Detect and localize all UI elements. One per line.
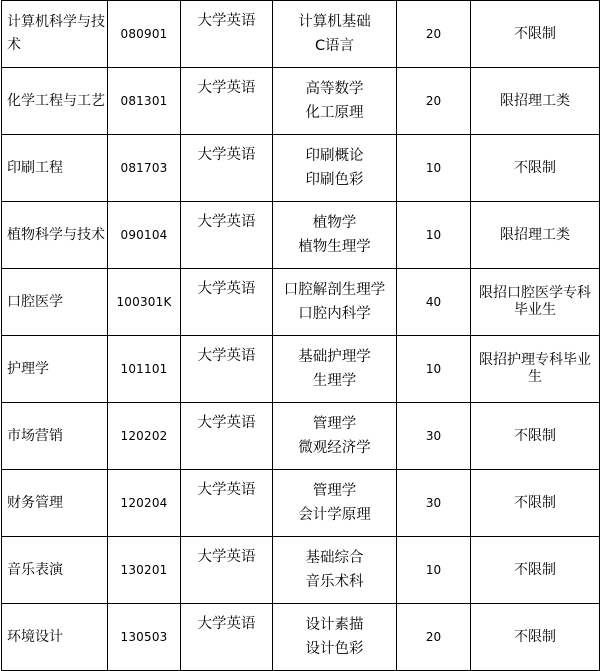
- exam-subjects-cell: [273, 470, 397, 537]
- restriction-note-cell: 限招护理专科毕业生: [471, 336, 600, 403]
- restriction-note-cell: 不限制: [471, 604, 600, 671]
- major-code-cell: 080901: [108, 1, 181, 68]
- major-name-cell: 护理学: [2, 336, 108, 403]
- exam-subject: 口腔内科学: [298, 306, 371, 322]
- foreign-language-cell: 大学英语: [181, 135, 273, 202]
- exam-subjects-cell: [273, 403, 397, 470]
- table-row: [2, 403, 600, 470]
- foreign-language-cell: 大学英语: [181, 269, 273, 336]
- table-row: [2, 1, 600, 68]
- major-name-cell: 口腔医学: [2, 269, 108, 336]
- exam-subject: 会计学原理: [298, 507, 371, 523]
- exam-subjects-cell: [273, 537, 397, 604]
- restriction-note-cell: 不限制: [471, 403, 600, 470]
- exam-subject: 口腔解剖生理学: [283, 282, 386, 298]
- exam-subject: 微观经济学: [298, 440, 371, 456]
- major-code-cell: 081703: [108, 135, 181, 202]
- restriction-note-cell: 不限制: [471, 470, 600, 537]
- exam-subjects-cell: [273, 1, 397, 68]
- restriction-note-cell: 不限制: [471, 537, 600, 604]
- quota-cell: 20: [397, 604, 471, 671]
- majors-table: [1, 0, 600, 671]
- restriction-note-cell: 限招理工类: [471, 68, 600, 135]
- quota-cell: 30: [397, 403, 471, 470]
- exam-subject: 设计素描: [305, 617, 364, 633]
- restriction-note-cell: 限招口腔医学专科毕业生: [471, 269, 600, 336]
- major-code-cell: 120204: [108, 470, 181, 537]
- foreign-language-cell: 大学英语: [181, 604, 273, 671]
- major-code-cell: 090104: [108, 202, 181, 269]
- exam-subject: 印刷概论: [305, 148, 364, 164]
- quota-cell: 10: [397, 537, 471, 604]
- exam-subject: 化工原理: [305, 105, 364, 121]
- quota-cell: 10: [397, 135, 471, 202]
- exam-subject: 基础综合: [305, 550, 364, 566]
- exam-subject: 设计色彩: [305, 641, 364, 657]
- major-code-cell: 100301K: [108, 269, 181, 336]
- exam-subjects-cell: [273, 202, 397, 269]
- table-row: [2, 269, 600, 336]
- exam-subject: 印刷色彩: [305, 172, 364, 188]
- table-row: [2, 537, 600, 604]
- quota-cell: 20: [397, 1, 471, 68]
- exam-subjects-cell: [273, 269, 397, 336]
- foreign-language-cell: 大学英语: [181, 202, 273, 269]
- table-row: [2, 202, 600, 269]
- exam-subjects-cell: [273, 68, 397, 135]
- foreign-language-cell: 大学英语: [181, 537, 273, 604]
- foreign-language-cell: 大学英语: [181, 68, 273, 135]
- major-name-cell: 音乐表演: [2, 537, 108, 604]
- foreign-language-cell: 大学英语: [181, 470, 273, 537]
- quota-cell: 20: [397, 68, 471, 135]
- table-row: [2, 68, 600, 135]
- major-name-cell: 市场营销: [2, 403, 108, 470]
- major-name-cell: 植物科学与技术: [2, 202, 108, 269]
- exam-subject: 音乐术科: [305, 574, 364, 590]
- exam-subject: 植物学: [312, 215, 357, 231]
- exam-subjects-cell: [273, 135, 397, 202]
- quota-cell: 40: [397, 269, 471, 336]
- exam-subject: 植物生理学: [298, 239, 371, 255]
- major-code-cell: 081301: [108, 68, 181, 135]
- exam-subject: C语言: [314, 38, 355, 54]
- major-code-cell: 101101: [108, 336, 181, 403]
- major-code-cell: 120202: [108, 403, 181, 470]
- restriction-note-cell: 限招理工类: [471, 202, 600, 269]
- exam-subjects-cell: [273, 336, 397, 403]
- major-code-cell: 130201: [108, 537, 181, 604]
- quota-cell: 30: [397, 470, 471, 537]
- exam-subject: 高等数学: [305, 81, 364, 97]
- restriction-note-cell: 不限制: [471, 135, 600, 202]
- major-name-cell: 计算机科学与技术: [2, 1, 108, 68]
- foreign-language-cell: 大学英语: [181, 403, 273, 470]
- exam-subject: 管理学: [312, 483, 357, 499]
- exam-subjects-cell: [273, 604, 397, 671]
- foreign-language-cell: 大学英语: [181, 1, 273, 68]
- major-name-cell: 环境设计: [2, 604, 108, 671]
- exam-subject: 基础护理学: [298, 349, 371, 365]
- exam-subject: 生理学: [312, 373, 357, 389]
- major-code-cell: 130503: [108, 604, 181, 671]
- quota-cell: 10: [397, 202, 471, 269]
- exam-subject: 管理学: [312, 416, 357, 432]
- table-row: [2, 604, 600, 671]
- major-name-cell: 印刷工程: [2, 135, 108, 202]
- quota-cell: 10: [397, 336, 471, 403]
- majors-table-body: [2, 1, 600, 671]
- restriction-note-cell: 不限制: [471, 1, 600, 68]
- major-name-cell: 财务管理: [2, 470, 108, 537]
- table-row: [2, 135, 600, 202]
- table-row: [2, 336, 600, 403]
- foreign-language-cell: 大学英语: [181, 336, 273, 403]
- major-name-cell: 化学工程与工艺: [2, 68, 108, 135]
- table-row: [2, 470, 600, 537]
- exam-subject: 计算机基础: [298, 14, 371, 30]
